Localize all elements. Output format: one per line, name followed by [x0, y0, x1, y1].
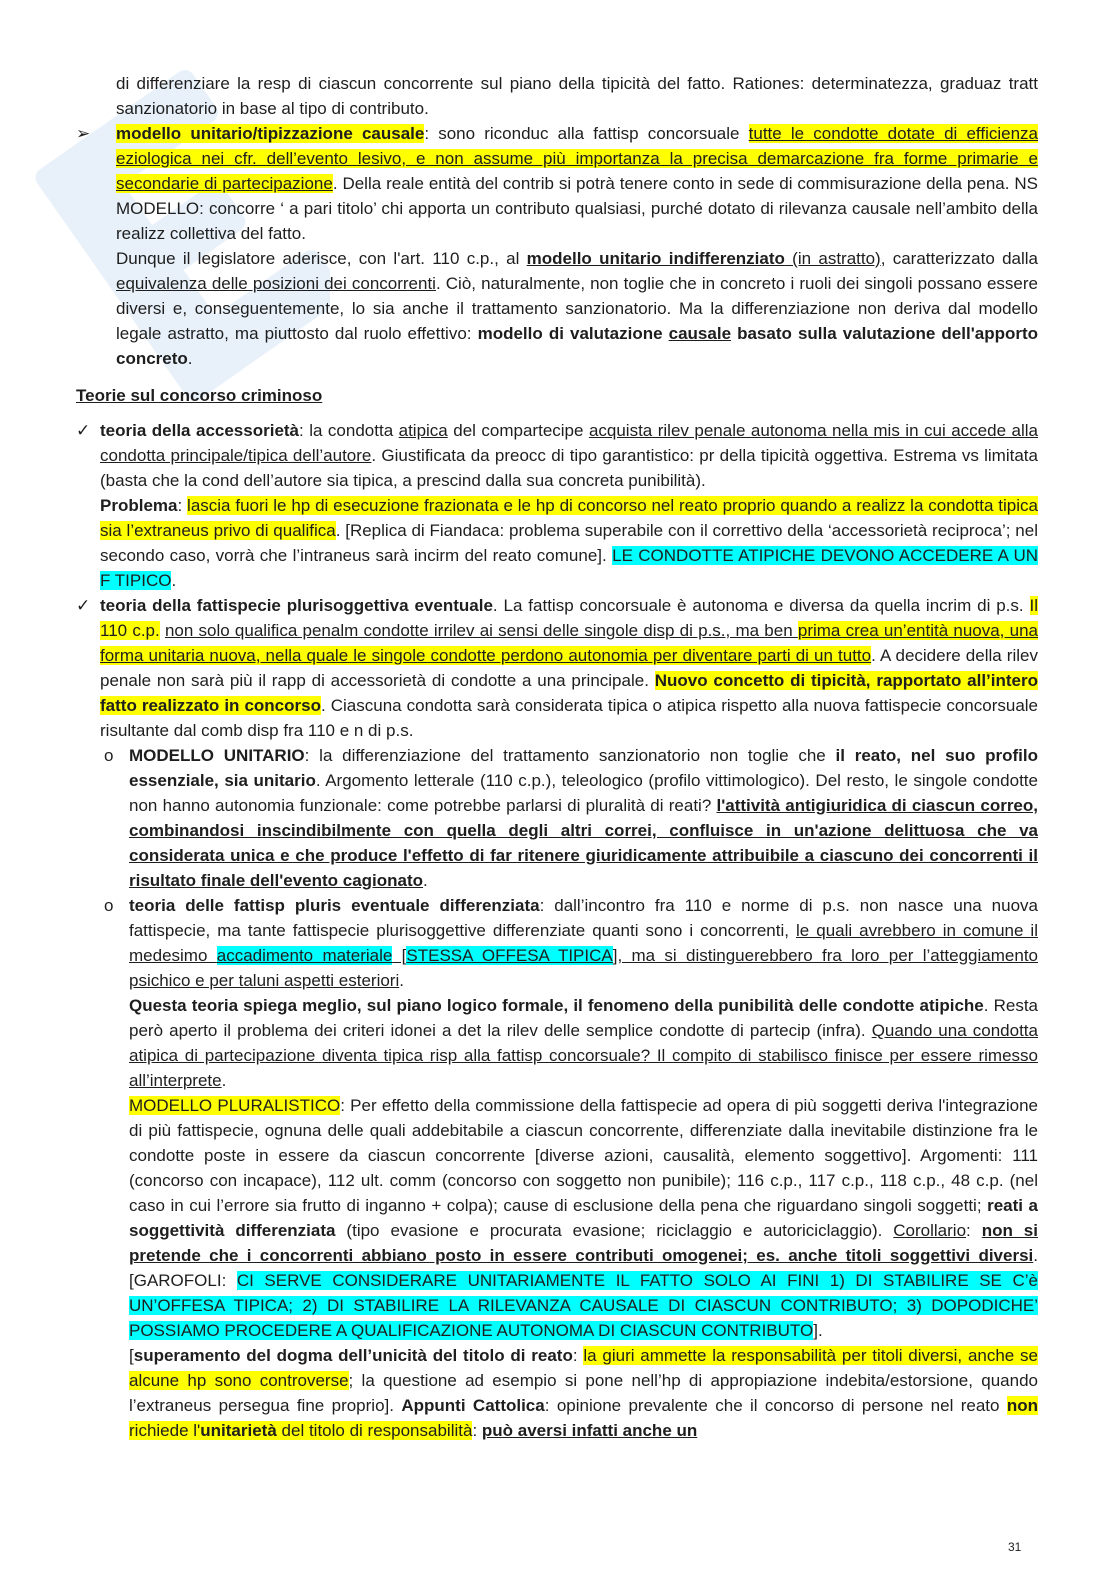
paragraph [100, 418, 1038, 593]
underline-highlight: prima crea un’entità nuova, una forma unitaria nuova, nella quale le singole condotte perdono autonomia per diventare parti di un tutto [100, 621, 1038, 665]
text: . [399, 971, 404, 990]
text: . [187, 349, 193, 368]
list-item-accessorieta [76, 418, 1038, 593]
paragraph [129, 993, 1038, 1093]
text: : [472, 1421, 482, 1440]
text: : la condotta [299, 421, 399, 440]
sublist-item-modello-unitario [76, 743, 1038, 893]
bold: basato sulla valutazione dell'apporto concreto [116, 324, 1039, 368]
bold: modello di valutazione [477, 324, 669, 343]
text: : la differenziazione del trattamento sanzionatorio non toglie che [304, 746, 836, 765]
bold-underline: causale [668, 324, 732, 343]
underline: ], ma si distinguerebbero fra loro per l’atteggiamento psichico e per taluni aspetti esteriori [129, 946, 1038, 990]
highlight: la giuri ammette la responsabilità per titoli diversi, anche se alcune hp sono controverse [129, 1346, 1039, 1390]
text: . Resta però aperto il problema dei criteri idonei a det la rilev delle semplice condotte di partecip (infra). [129, 996, 1039, 1040]
bold: teoria della fattispecie plurisoggettiva eventuale [100, 596, 493, 615]
list-item-plurisoggettiva [76, 593, 1038, 743]
underline: non solo qualifica penalm condotte irrilev ai sensi delle singole disp di p.s., ma ben [164, 621, 798, 640]
bold-highlight: modello unitario/tipizzazione causale [116, 124, 425, 143]
bold-underline: può aversi infatti anche un [481, 1421, 698, 1440]
document-body [76, 71, 1038, 1443]
highlight: MODELLO PLURALISTICO [129, 1096, 341, 1115]
circle-bullet-icon: o [104, 746, 114, 765]
text: . Argomento letterale (110 c.p.), teleologico (profilo vittimologico). Del resto, le singole condotte non hanno autonomia funzionale: come potrebbe parlarsi di pluralità di reati? [129, 771, 1038, 815]
bold-underline: l'attività antigiuridica di ciascun correo, combinandosi inscindibilmente con quella degli altri correi, confluisce in un'azione delittuosa che va considerata unica e che produce l'effetto di far ritenere giuridicamente attribuibile a ciascuno dei concorrenti il risultato finale dell'evento cagionato [129, 796, 1038, 890]
text: del compartecipe [447, 421, 589, 440]
page-number: 31 [1008, 1540, 1022, 1554]
text: . [Replica di Fiandaca: problema superabile con il correttivo della ‘accessorietà reciproca’; nel secondo caso, vorrà che l’intraneus sarà incirm del reato comune]. [100, 521, 1038, 565]
paragraph-intro [76, 71, 1038, 121]
circle-bullet-icon: o [104, 896, 114, 915]
bold-underline: non si pretende che i concorrenti abbiano posto in essere contributi omogenei; es. anche titoli soggettivi diversi [129, 1221, 1038, 1265]
paragraph [129, 1343, 1038, 1443]
text: : [572, 1346, 584, 1365]
underline-highlight: tutte le condotte dotate di efficienza eziologica nei cfr. dell’evento lesivo, e non assume più importanza la precisa demarcazione fra forme primarie e secondarie di partecipazione [116, 124, 1038, 193]
text: : [966, 1221, 982, 1240]
text: : dall’incontro fra 110 e norme di p.s. non nasce una nuova fattispecie, ma tante fattispecie plurisoggettive differenziate quanti sono i concorrenti, [129, 896, 1038, 940]
highlight-cyan: LE CONDOTTE ATIPICHE DEVONO ACCEDERE A UN F TIPICO [100, 546, 1038, 590]
bold-highlight: non [1006, 1396, 1039, 1415]
heading-text: Teorie sul concorso criminoso [76, 386, 323, 405]
text: . [GAROFOLI: [129, 1246, 1038, 1290]
text: . [423, 871, 428, 890]
paragraph [116, 121, 1038, 246]
bold: teoria della accessorietà [100, 421, 300, 440]
highlight-cyan: CI SERVE CONSIDERARE UNITARIAMENTE IL FATTO SOLO AI FINI 1) DI STABILIRE SE C’è UN’OFFESA TIPICA; 2) DI STABILIRE LA RILEVANZA CAUSALE DI CIASCUN CONTRIBUTO; 3) DOPODICHE’ POSSIAMO PROCEDERE A QUALIFICAZIONE AUTONOMA DI CIASCUN CONTRIBUTO [129, 1271, 1038, 1340]
text: [ [129, 1346, 134, 1365]
text: . [221, 1071, 227, 1090]
text: Dunque il legislatore aderisce, con l'art. 110 c.p., al [116, 249, 527, 268]
underline: Quando una condotta atipica di partecipazione diventa tipica risp alla fattisp concorsuale? Il compito di stabilisco finisce per essere rimesso all’interprete [129, 1021, 1038, 1090]
highlight: del titolo di responsabilità [276, 1421, 473, 1440]
text: . Giustificata da preocc di tipo garantistico: pr della tipicità oggettiva. Estrema vs limitata (basta che la cond dell’autore sia tipica, a prescind dalla sua concreta punibilità). [100, 446, 1038, 490]
paragraph [116, 246, 1038, 371]
underline: [ [392, 946, 407, 965]
text: : opinione prevalente che il concorso di persone nel reato [544, 1396, 1007, 1415]
paragraph [129, 1093, 1038, 1343]
paragraph [100, 593, 1038, 743]
underline: acquista rilev penale autonoma nella mis in cui accede alla condotta principale/tipica dell’autore [100, 421, 1038, 465]
bold: teoria delle fattisp pluris eventuale differenziata [129, 896, 540, 915]
bold: il reato, nel suo profilo essenziale, sia unitario [129, 746, 1038, 790]
arrow-bullet-icon: ➢ [76, 124, 91, 143]
text: . [171, 571, 177, 590]
paragraph [129, 893, 1038, 993]
highlight: richiede l' [129, 1421, 201, 1440]
highlight: Il 110 c.p. [100, 596, 1038, 640]
bold: superamento del dogma dell’unicità del titolo di reato [133, 1346, 573, 1365]
section-heading [76, 383, 1038, 408]
paragraph [129, 743, 1038, 893]
bold: Appunti Cattolica [401, 1396, 545, 1415]
text: . La fattisp concorsuale è autonoma e diversa da quella incrim di p.s. [492, 596, 1030, 615]
text: : [177, 496, 188, 515]
text: . A decidere della rilev penale non sarà più il rapp di accessorietà di condotte a una principale. [100, 646, 1038, 690]
underline: Corollario [893, 1221, 967, 1240]
underline: equivalenza delle posizioni dei concorrenti [116, 274, 436, 293]
bold: MODELLO UNITARIO [129, 746, 305, 765]
underline: (in astratto) [784, 249, 881, 268]
text: : Per effetto della commissione della fattispecie ad opera di più soggetti deriva l'integrazione di più fattispecie, ognuna delle quali addebitabile a ciascun concorrente, differenziate dalla inevitabile distinzione fra le condotte poste in essere da ciascun concorrente [diverse azioni, causalità, elemento soggettivo]. Argomenti: 111 (concorso con incapace), 112 ult. comm (concorso con soggetto non punibile); 116 c.p., 117 c.p., 118 c.p., 48 c.p. (nel caso in cui l’errore sia frutto di inganno + colpa); cause di esclusione della pena che riguardano singoli soggetti; [129, 1096, 1038, 1215]
bold: Problema [100, 496, 178, 515]
bold: reati a soggettività differenziata [129, 1196, 1039, 1240]
checkmark-bullet-icon: ✓ [76, 596, 91, 615]
underline-highlight-cyan: accadimento materiale [216, 946, 393, 965]
highlight: lascia fuori le hp di esecuzione frazionata e le hp di concorso nel reato proprio quando a realizz la condotta tipica sia l’extraneus privo di qualifica [100, 496, 1038, 540]
text: : sono riconduc alla fattisp concorsuale [424, 124, 749, 143]
text: . Ciascuna condotta sarà considerata tipica o atipica rispetto alla nuova fattispecie concorsuale risultante dal comb disp fra 110 e n di p.s. [100, 696, 1039, 740]
list-item-modello-unitario [76, 121, 1038, 371]
underline: le quali avrebbero in comune il medesimo [129, 921, 1038, 965]
text: (tipo evasione e procurata evasione; riciclaggio e autoriciclaggio). [335, 1221, 894, 1240]
checkmark-bullet-icon: ✓ [76, 421, 91, 440]
text: . Della reale entità del contrib si potrà tenere conto in sede di commisurazione della pena. NS MODELLO: concorre ‘ a pari titolo’ chi apporta un contributo qualsiasi, purché dotato di rilevanza causale nell’ambito della realizz collettiva del fatto. [116, 174, 1038, 243]
text: ]. [813, 1321, 823, 1340]
sublist-item-differenziata [76, 893, 1038, 1443]
bold-highlight: Nuovo concetto di tipicità, rapportato all’intero fatto realizzato in concorso [100, 671, 1038, 715]
text: ; la questione ad esempio si pone nell’hp di appropiazione indebita/estorsione, quando l’extraneus persegua fine proprio]. [129, 1371, 1038, 1415]
bold-highlight: unitarietà [200, 1421, 277, 1440]
underline: atipica [398, 421, 448, 440]
underline-highlight-cyan: STESSA OFFESA TIPICA [406, 946, 613, 965]
bold-underline: modello unitario indifferenziato [526, 249, 785, 268]
text: , caratterizzato dalla [880, 249, 1038, 268]
text: . Ciò, naturalmente, non toglie che in concreto i ruoli dei singoli possano essere diversi e, conseguentemente, lo sia anche il trattamento sanzionatorio. Ma la differenziazione non deriva dal modello legale astratto, ma piuttosto dal ruolo effettivo: [116, 274, 1039, 343]
bold: Questa teoria spiega meglio, sul piano logico formale, il fenomeno della punibilità delle condotte atipiche [129, 996, 984, 1015]
text: di differenziare la resp di ciascun concorrente sul piano della tipicità del fatto. Rationes: determinatezza, graduaz tratt sanzionatorio in base al tipo di contributo. [116, 74, 1038, 118]
